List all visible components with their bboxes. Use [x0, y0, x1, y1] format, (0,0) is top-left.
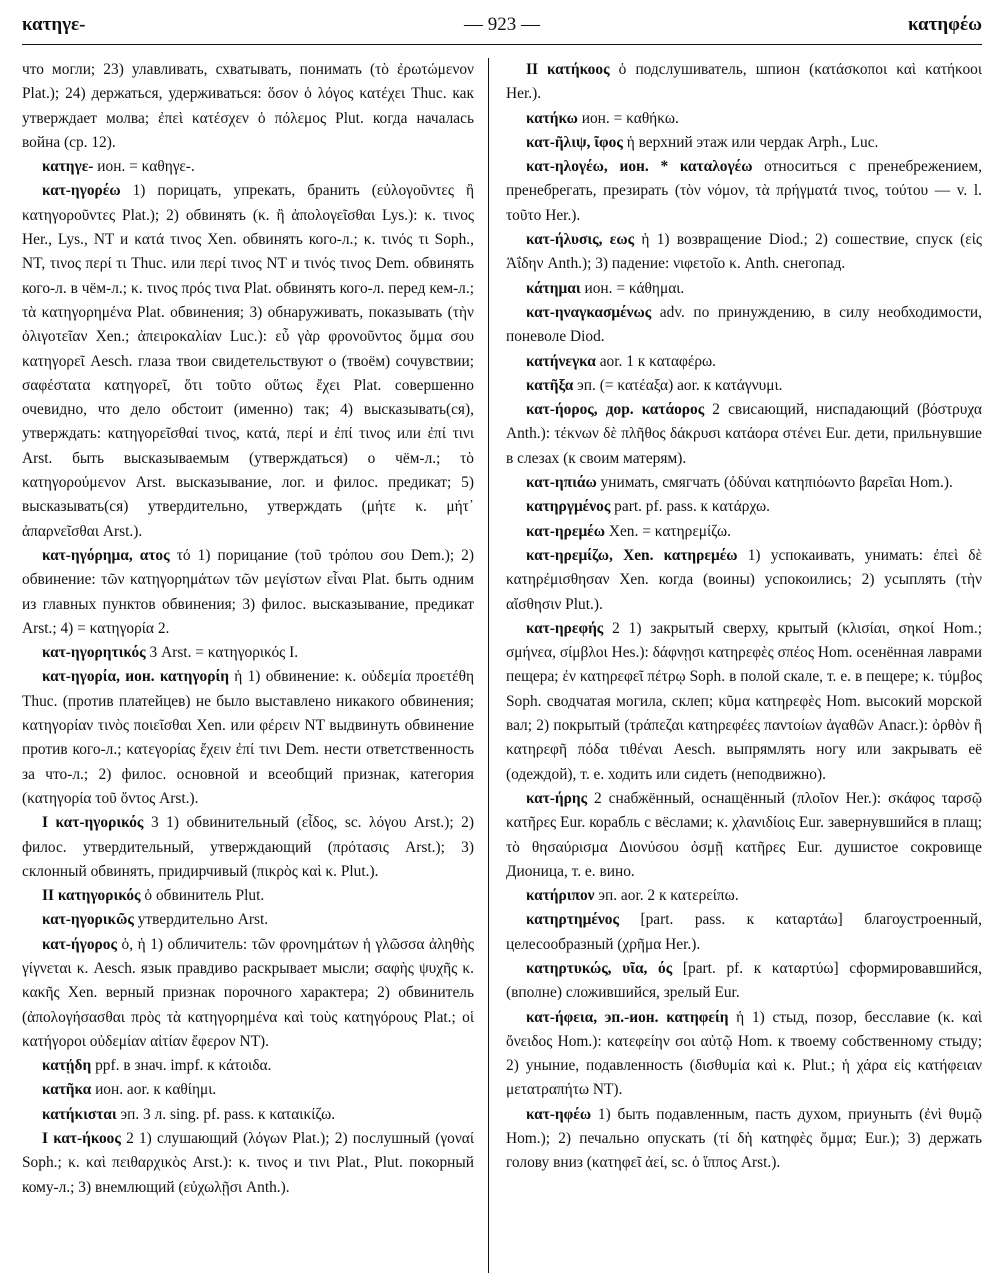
entry-headword: κατ-ηγόρημα, ατος	[42, 546, 170, 564]
entry-text: ἡ 1) возвращение Diod.; 2) сошествие, спуск (εἰς Ἀΐδην Anth.); 3) падение: νιφετοῖο κ. Anth. снегопад.	[506, 231, 982, 273]
entry-text: ион. = καθηγε-.	[93, 158, 195, 176]
right-column	[506, 58, 982, 1278]
entry-headword: κατ-ήρης	[526, 789, 588, 807]
entry-text: [part. pass. к καταρτάω] благоустроенный, целесообразный (χρῆμα Her.).	[506, 911, 982, 953]
dictionary-entry	[506, 908, 982, 957]
entry-headword: κατ-ήορος, дор. κατάορος	[526, 401, 705, 419]
dictionary-entry	[506, 228, 982, 277]
entry-text: эп. (= κατέαξα) aor. к κατάγνυμι.	[573, 376, 783, 394]
entry-text: 3 1) обвинительный (εἶδος, sc. λόγου Arst.); 2) филос. утвердительный, утверждающий (πρότασις Arst.); 3) склонный обвинять, придирчивый (πικρὸς καὶ κ. Plut.).	[22, 814, 474, 880]
entry-text: что могли; 23) улавливать, схватывать, понимать (τὸ ἐρωτώμενον Plat.); 24) держаться, удерживаться: ὅσον ὁ λόγος κατέχει Thuc. как утверждает молва; ἐπεὶ κατέσχεν ὁ πόλεμος Plut. когда началась война (ср. 12).	[22, 61, 474, 151]
dictionary-entry	[506, 1103, 982, 1176]
entry-text: part. pf. pass. к κατάρχω.	[610, 498, 770, 516]
entry-text: ион. aor. к καθίημι.	[91, 1081, 217, 1099]
entry-headword: κατ-ηγορέω	[42, 182, 121, 200]
entry-text: унимать, смягчать (ὀδύναι κατηπιόωντο βαρεῖαι Hom.).	[596, 474, 953, 492]
entry-text: 1) быть подавленным, пасть духом, приуныть (ἐνὶ θυμῷ Hom.); 2) печально опускать (τί δὴ κατηφὲς ὄμμα; Eur.); 3) держать голову вниз (κατηφεῖ ἀεί, sc. ὁ ἵππος Arst.).	[506, 1105, 982, 1172]
dictionary-entry	[22, 1103, 474, 1127]
dictionary-entry	[22, 1127, 474, 1200]
entry-text: ἡ верхний этаж или чердак Arph., Luc.	[622, 133, 879, 151]
entry-headword: I κατ-ηγορικός	[42, 814, 144, 832]
dictionary-entry	[506, 131, 982, 155]
entry-headword: κατήνεγκα	[526, 352, 596, 370]
entry-text: 2 1) слушающий (λόγων Plat.); 2) послушный (γοναί Soph.; κ. καὶ πειθαρχικὸς Arst.): κ. τινος и τινι Plat., Plut. покорный кому-л.; 3) внемлющий (εὐχωλῇσι Anth.).	[22, 1130, 474, 1196]
dictionary-entry	[506, 787, 982, 884]
entry-text: ppf. в знач. impf. к κάτοιδα.	[91, 1057, 272, 1075]
entry-headword: κατ-ηναγκασμένως	[526, 303, 652, 321]
entry-headword: κατῆκα	[42, 1081, 92, 1099]
entry-headword: κατ-ηγορικῶς	[42, 911, 134, 929]
dictionary-entry	[22, 933, 474, 1054]
page-header	[22, 8, 982, 40]
dictionary-entry	[506, 520, 982, 544]
entry-headword: κατ-ηρεμίζω, Xen. κατηρεμέω	[526, 546, 738, 564]
dictionary-entry	[506, 884, 982, 908]
entry-text: утвердительно Arst.	[133, 911, 269, 929]
entry-text: 1) успокаивать, унимать: ἐπεὶ δὲ κατηρέμισθησαν Xen. когда (воины) успокоились; 2) усыплять (τὴν αἴσθησιν Plut.).	[506, 546, 982, 613]
dictionary-entry	[22, 1078, 474, 1102]
entry-text: 2 снабжённый, оснащённый (πλοῖον Her.): σκάφος ταρσῷ κατῆρες Eur. корабль с вёслами; κ. χλανιδίοις Eur. завернувшийся в плащ; τὸ θησαύρισμα Διονύσου ὀσμῇ κατῆρες Eur. душистое сокровище Дионица, т. е. вино.	[506, 789, 982, 880]
running-head-right: κατηφέω	[907, 14, 982, 35]
dictionary-entry	[506, 471, 982, 495]
entry-headword: κατ-ῆλιψ, ῖφος	[526, 133, 623, 151]
dictionary-entry	[22, 155, 474, 179]
entry-text: эп. aor. 2 к κατερείπω.	[594, 887, 739, 905]
entry-text: Xen. = κατηρεμίζω.	[605, 522, 731, 540]
dictionary-entry	[22, 908, 474, 932]
entry-headword: κάτημαι	[526, 279, 581, 297]
entry-text: τό 1) порицание (τοῦ τρόπου σου Dem.); 2) обвинение: τῶν κατηγορημάτων τῶν μεγίστων εἶναι Plat. быть одним из главных пунктов обвинения; 3) филос. высказывание, предикат Arst.; 4) = κατηγορία 2.	[22, 546, 474, 637]
entry-headword: κατῄδη	[42, 1057, 92, 1075]
entry-text: ἡ 1) обвинение: κ. οὐδεμία προετέθη Thuc. (против платейцев) не было выставлено никакого обвинения; κατηγορίαν τινὸς ποιεῖσθαι Xen. или φέρειν NT выдвинуть обвинение против кого-л.; κατεγορίας ἔχειν ἐπί τινι Dem. нести ответственность за что-л.; 2) филос. основной и всеобщий признак, категория (κατηγορία τοῦ ὄντος Arst.).	[22, 668, 474, 807]
running-head-left: κατηγε-	[22, 14, 86, 35]
entry-text: 2 свисающий, ниспадающий (βόστρυχα Anth.): τέκνων δὲ πλῆθος δάκρυσι κατάορα στένει Eur. дети, прильнувшие в слезах (к своим матерям).	[506, 401, 982, 467]
dictionary-entry	[22, 811, 474, 884]
entry-text: [part. pf. к καταρτύω] сформировавшийся, (вполне) сложившийся, зрелый Eur.	[506, 959, 982, 1002]
dictionary-entry	[506, 301, 982, 350]
dictionary-entry	[506, 155, 982, 228]
dictionary-entry	[506, 398, 982, 471]
entry-headword: κατήκω	[526, 109, 578, 127]
entry-headword: κατ-ηφέω	[526, 1105, 592, 1123]
entry-text: относиться с пренебрежением, пренебрегать, презирать (τὸν νόμον, τὰ πρήγματά τινος, τούτου — v. l. τοῦτο Her.).	[506, 158, 982, 224]
entry-headword: κατηρτυκώς, υῖα, ός	[526, 959, 673, 977]
entry-text: 2 1) закрытый сверху, крытый (κλισίαι, σηκοί Hom.; σμήνεα, σίμβλοι Hes.): δάφνῃσι κατηρεφὲς σπέος Hom. осенённая лаврами пещера; ἐν κατηρεφεῖ πέτρῳ Soph. в полой скале, т. е. в пещере; κ. τύμβος Soph. сводчатая могила, склеп; κῦμα κατηρεφὲς Hom. высокий морской вал; 2) покрытый (τράπεζαι κατηρεφέες παντοίων ἀγαθῶν Anacr.): ὀρθὸν ἢ κατηρεφῆ πόδα τιθέναι Aesch. выпрямлять ногу или закрывать её (одеждой), т. е. ходить или сидеть (неподвижно).	[506, 619, 982, 783]
entry-headword: κατ-ηγορία, ион. κατηγορίη	[42, 668, 229, 686]
dictionary-entry	[22, 58, 474, 155]
dictionary-entry	[506, 617, 982, 787]
entry-headword: κατηρτημένος	[526, 911, 619, 929]
dictionary-entry	[506, 277, 982, 301]
entry-text: ὁ, ἡ 1) обличитель: τῶν φρονημάτων ἡ γλῶσσα ἀληθὴς γίγνεται κ. Aesch. язык правдиво раскрывает мысли; σαφὴς ψυχῆς κ. κακῆς Xen. верный признак порочного характера; 2) обвинитель (ἀπολογήσασθαι πρὸς τὰ κατηγορημένα καὶ τοὺς κατηγόρους Plat.; οἱ κατήγοροι οὐδεμίαν αἰτίαν ἔφερον NT).	[22, 935, 474, 1050]
entry-headword: κατῆξα	[526, 376, 574, 394]
entry-text: ἡ 1) стыд, позор, бесславие (κ. καὶ ὄνειδος Hom.): κατεφείην σοι αὐτῷ Hom. к твоему собственному стыду; 2) уныние, подавленность (δισθυμία καὶ κ. Plut.; ἡ χάρα εἰς κατήφειαν μετατραπήτω NT).	[506, 1008, 982, 1099]
entry-text: ион. = κάθημαι.	[580, 279, 685, 297]
entry-text: ὁ обвинитель Plut.	[140, 887, 265, 905]
entry-headword: κατήριπον	[526, 887, 595, 905]
page-number: — 923 —	[464, 14, 540, 35]
dictionary-entry	[506, 1006, 982, 1103]
dictionary-entry	[22, 884, 474, 908]
header-rule	[22, 44, 982, 45]
entry-headword: κατηργμένος	[526, 498, 611, 516]
dictionary-entry	[506, 107, 982, 131]
entry-headword: I κατ-ήκοος	[42, 1130, 121, 1148]
entry-headword: κατ-ήλυσις, εως	[526, 231, 635, 249]
dictionary-entry	[22, 1054, 474, 1078]
dictionary-entry	[506, 374, 982, 398]
entry-headword: κατ-ηρεμέω	[526, 522, 606, 540]
entry-headword: κατ-ηγορητικός	[42, 644, 146, 662]
dictionary-entry	[506, 957, 982, 1006]
entry-headword: κατ-ήγορος	[42, 935, 117, 953]
entry-text: 1) порицать, упрекать, бранить (εὐλογοῦντες ἢ κατηγοροῦντες Plat.); 2) обвинять (κ. ἢ ἀπολογεῖσθαι Lys.): κ. τινος Her., Lys., NT и κατά τινος Xen. обвинять кого-л.; κ. τινός τι Soph., NT, τινος περί τι Thuc. или περί τινος NT и τινός τινος Dem. обвинять кого-л. в чём-л.; κ. τινος πρός τινα Plat. обвинять кого-л. перед кем-л.; τὰ κατηγορημένα Plat. обвинения; 3) обнаруживать, показывать (τὴν ὀλιγοτεῖαν Xen.; ἀπειροκαλίαν Luc.): εὖ γὰρ φρονοῦντος ὄμμα σου κατηγορεῖ Aesch. глаза твои свидетельствуют о (твоём) сочувствии; σαφέστατα κατηγορεῖ, ὅτι τοῦτο οὕτως ἔχει Plat. совершенно очевидно, что дело обстоит (именно) так; 4) высказывать(ся), утверждать: κατηγορεῖσθαί τινος, κατά, περί и ἐπί τινος или ἐπί τινι Arst. быть высказываемым (утверждаться) о чём-л.; τὸ κατηγορούμενον Arst. высказывание, лог. и филос. предикат; 5) высказывать(ся) утвердительно, утверждать (μήτε κ. μήτ᾽ ἀπαρνεῖσθαι Arst.).	[22, 182, 474, 540]
entry-headword: κατ-ηπιάω	[526, 474, 597, 492]
entry-headword: κατ-ηρεφής	[526, 619, 604, 637]
entry-headword: κατηγε-	[42, 158, 94, 176]
entry-headword: κατ-ήφεια, эп.-ион. κατηφείη	[526, 1008, 729, 1026]
dictionary-entry	[506, 495, 982, 519]
entry-headword: κατ-ηλογέω, ион. * καταλογέω	[526, 158, 753, 176]
dictionary-entry	[22, 544, 474, 641]
entry-headword: II κατηγορικός	[42, 887, 141, 905]
column-divider	[488, 58, 489, 1273]
dictionary-entry	[22, 179, 474, 543]
entry-headword: κατήκισται	[42, 1105, 117, 1123]
dictionary-entry	[506, 350, 982, 374]
entry-text: aor. 1 к καταφέρω.	[595, 352, 717, 370]
entry-text: ион. = καθήκω.	[577, 109, 679, 127]
dictionary-entry	[506, 58, 982, 107]
entry-text: 3 Arst. = κατηγορικός I.	[145, 644, 299, 662]
dictionary-entry	[22, 641, 474, 665]
entry-text: adv. по принуждению, в силу необходимости, поневоле Diod.	[506, 303, 982, 346]
dictionary-entry	[22, 665, 474, 811]
dictionary-entry	[506, 544, 982, 617]
entry-text: эп. 3 л. sing. pf. pass. к καταικίζω.	[116, 1105, 336, 1123]
entry-text: ὁ подслушиватель, шпион (κατάσκοποι καὶ κατήκοοι Her.).	[506, 61, 982, 103]
entry-headword: II κατήκοος	[526, 61, 610, 78]
left-column	[22, 58, 474, 1278]
